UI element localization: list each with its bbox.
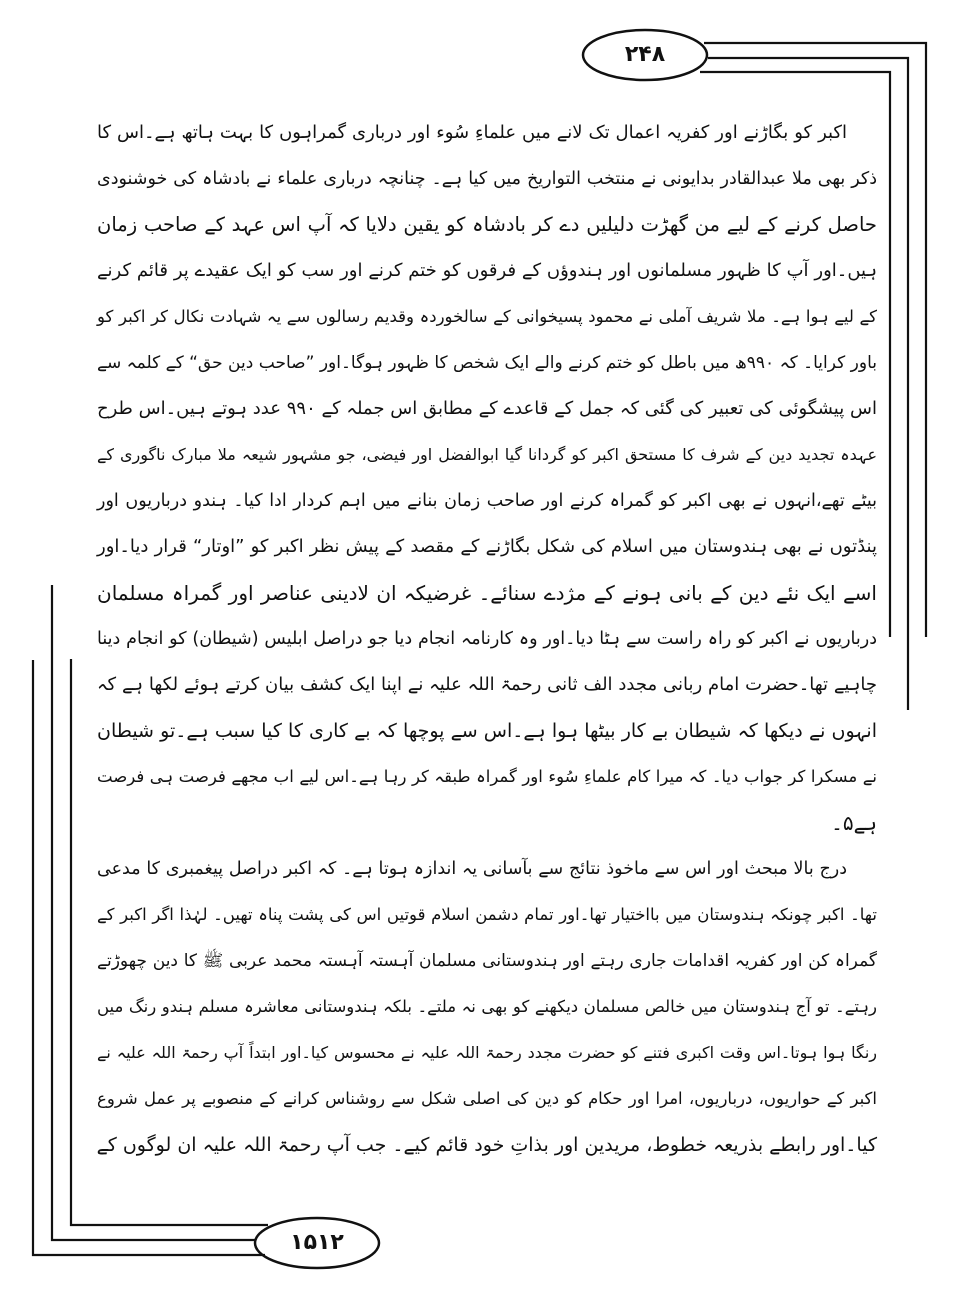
text-line: رہتے۔ تو آج ہندوستان میں خالص مسلمان دیکھنے کو بھی نہ ملتے۔ بلکہ ہندوستانی معاشرہ مسلم ہندو رنگ میں	[97, 997, 877, 1016]
text-line: اسے ایک نئے دین کے بانی ہونے کے مژدے سنائے۔ غرضیکہ ان لادینی عناصر اور گمراہ مسلمان	[97, 581, 877, 605]
text-line: ذکر بھی ملا عبدالقادر بدایونی نے منتخب التواریخ میں کیا ہے۔ چنانچہ درباری علماء نے بادشاہ کی خوشنودی	[97, 169, 877, 189]
text-line: نے مسکرا کر جواب دیا۔ کہ میرا کام علماءِ سُوء اور گمراہ طبقہ کر رہا ہے۔اس لیے اب مجھے فرصت ہی فرصت	[97, 767, 877, 786]
text-line: تھا۔ اکبر چونکہ ہندوستان میں بااختیار تھا۔اور تمام دشمن اسلام قوتیں اس کی پشت پناہ تھیں۔ لہٰذا اگر اکبر کے	[97, 905, 877, 924]
text-line: رنگا ہوا ہوتا۔اس وقت اکبری فتنے کو حضرت مجدد رحمۃ اللہ علیہ نے محسوس کیا۔اور ابتداً آپ رحمۃ اللہ علیہ نے	[97, 1043, 877, 1062]
text-line: پنڈتوں نے بھی ہندوستان میں اسلام کی شکل بگاڑنے کے مقصد کے پیش نظر اکبر کو ”اوتار“ قرار دیا۔اور	[97, 536, 877, 557]
header-page-number: ۲۴۸	[624, 42, 666, 67]
text-line: باور کرایا۔ کہ ۹۹۰ھ میں باطل کو ختم کرنے والے ایک شخص کا ظہور ہوگا۔اور ”صاحب دین حق“ کے کلمہ سے	[97, 353, 878, 373]
text-line: انہوں نے دیکھا کہ شیطان بے کار بیٹھا ہوا ہے۔اس سے پوچھا کہ بے کاری کا کیا سبب ہے۔تو شیطان	[97, 720, 877, 742]
text-line: کیا۔اور رابطے بذریعہ خطوط، مریدین اور بذاتِ خود قائم کیے۔ جب آپ رحمۃ اللہ علیہ ان لوگوں کے	[96, 1134, 877, 1156]
text-line: گمراہ کن اور کفریہ اقدامات جاری رہتے اور ہندوستانی مسلمان آہستہ آہستہ محمد عربی ﷺ کا دین چھوڑتے	[97, 951, 877, 971]
text-line: بیٹے تھے،انہوں نے بھی اکبر کو گمراہ کرنے اور صاحب زمان بنانے میں اہم کردار ادا کیا۔ ہندو درباریوں اور	[97, 491, 877, 511]
text-line: ہے۵۔	[831, 811, 877, 835]
text-line: کے لیے ہوا ہے۔ ملا شریف آملی نے محمود پسیخوانی کے سالخوردہ وقدیم رسالوں سے یہ شہادت نکال کر اکبر کو	[97, 307, 877, 326]
text-line: حاصل کرنے کے لیے من گھڑت دلیلیں دے کر بادشاہ کو یقین دلایا کہ آپ اس عہد کے صاحب زمان	[97, 213, 877, 236]
text-line: ہیں۔اور آپ کا ظہور مسلمانوں اور ہندوؤں کے فرقوں کو ختم کرنے اور سب کو ایک عقیدے پر قائم کرنے	[97, 260, 877, 281]
footer-page-number: ۱۵۱۲	[290, 1230, 344, 1255]
text-line: چاہیے تھا۔حضرت امام ربانی مجدد الف ثانی رحمۃ اللہ علیہ نے اپنا ایک کشف بیان کرتے ہوئے لکھا ہے کہ	[97, 674, 877, 695]
text-line: اکبر کے حواریوں، درباریوں، امرا اور حکام کو دین کی اصلی شکل سے روشناس کرانے کے منصوبے پر عمل شروع	[97, 1089, 877, 1108]
text-line: اکبر کو بگاڑنے اور کفریہ اعمال تک لانے میں علماءِ سُوء اور درباری گمراہوں کا بہت ہاتھ ہے۔اس کا	[97, 122, 847, 143]
text-line: درج بالا مبحث اور اس سے ماخوذ نتائج سے بآسانی یہ اندازہ ہوتا ہے۔ کہ اکبر دراصل پیغمبری کا مدعی	[97, 859, 847, 879]
text-line: درباریوں نے اکبر کو راہ راست سے ہٹا دیا۔اور وہ کارنامہ انجام دیا جو دراصل ابلیس (شیطان) کو انجام دینا	[97, 629, 877, 649]
text-line: عہدہ تجدید دین کے شرف کا مستحق اکبر کو گردانا گیا ابوالفضل اور فیضی، جو مشہور شیعہ ملا مبارک ناگوری کے	[97, 445, 877, 464]
text-line: اس پیشگوئی کی تعبیر کی گئی کہ جمل کے قاعدے کے مطابق اس جملہ کے ۹۹۰ عدد ہوتے ہیں۔اس طرح	[97, 398, 877, 419]
